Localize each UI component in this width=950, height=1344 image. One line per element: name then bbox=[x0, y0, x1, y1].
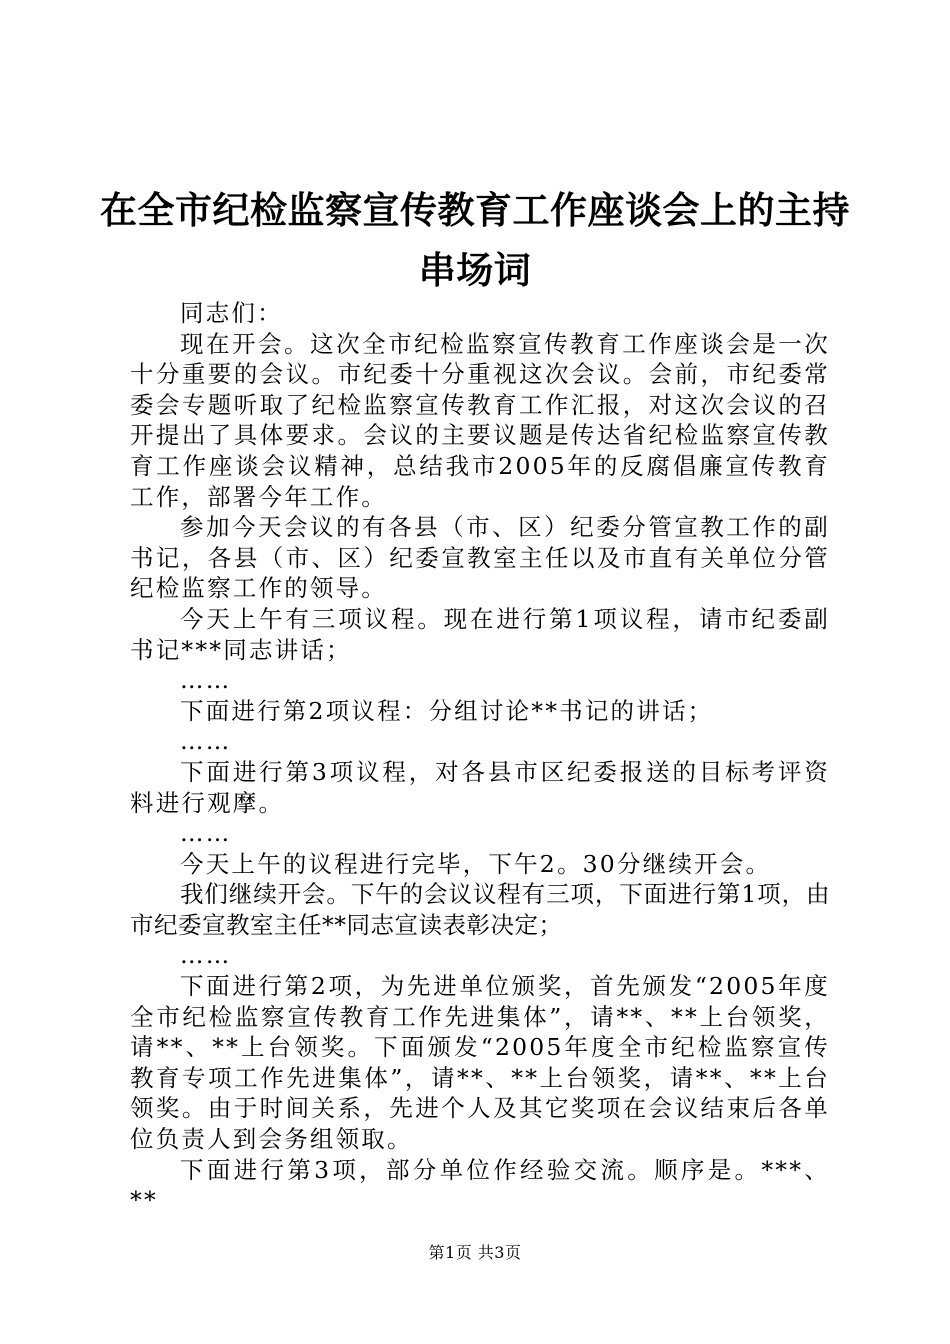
document-title-line2: 串场词 bbox=[418, 248, 532, 292]
paragraph-morning-close: 今天上午的议程进行完毕，下午2。30分继续开会。 bbox=[180, 849, 772, 878]
paragraph-afternoon-open: 我们继续开会。下午的会议议程有三项，下面进行第1项，由市纪委宣教室主任**同志宣读表彰决定； bbox=[130, 880, 830, 939]
paragraph-morning-agenda: 今天上午有三项议程。现在进行第1项议程，请市纪委副书记***同志讲话； bbox=[130, 604, 830, 664]
paragraph-opening: 现在开会。这次全市纪检监察宣传教育工作座谈会是一次十分重要的会议。市纪委十分重视这次会议。会前，市纪委常委会专题听取了纪检监察宣传教育工作汇报，对这次会议的召开提出了具体要求。会议的主要议题是传达省纪检监察宣传教育工作座谈会议精神，总结我市2005年的反腐倡廉宣传教育工作，部署今年工作。 bbox=[130, 329, 830, 511]
paragraph-attendees: 参加今天会议的有各县（市、区）纪委分管宣教工作的副书记，各县（市、区）纪委宣教室主任以及市直有关单位分管纪检监察工作的领导。 bbox=[130, 513, 830, 603]
ellipsis: …… bbox=[180, 727, 232, 756]
page-footer: 第1页 共3页 bbox=[428, 1243, 522, 1262]
paragraph-exchange: 下面进行第3项，部分单位作经验交流。顺序是。***、** bbox=[130, 1155, 830, 1215]
paragraph-agenda-2: 下面进行第2项议程：分组讨论**书记的讲话； bbox=[180, 696, 714, 725]
ellipsis: …… bbox=[180, 666, 232, 695]
ellipsis: …… bbox=[180, 941, 232, 970]
document-title-line1: 在全市纪检监察宣传教育工作座谈会上的主持 bbox=[100, 188, 850, 232]
paragraph-awards: 下面进行第2项，为先进单位颁奖，首先颁发“2005年度全市纪检监察宣传教育工作先进集体”，请**、**上台领奖，请**、**上台领奖。下面颁发“2005年度全市纪检监察宣传教育专项工作先进集体”，请**、**上台领奖，请**、**上台领奖。由于时间关系，先进个人及其它奖项在会议结束后各单位负责人到会务组领取。 bbox=[130, 972, 830, 1154]
paragraph-agenda-3: 下面进行第3项议程，对各县市区纪委报送的目标考评资料进行观摩。 bbox=[130, 757, 830, 817]
salutation: 同志们： bbox=[180, 299, 283, 327]
document-body bbox=[130, 298, 830, 1216]
ellipsis: …… bbox=[180, 819, 232, 848]
